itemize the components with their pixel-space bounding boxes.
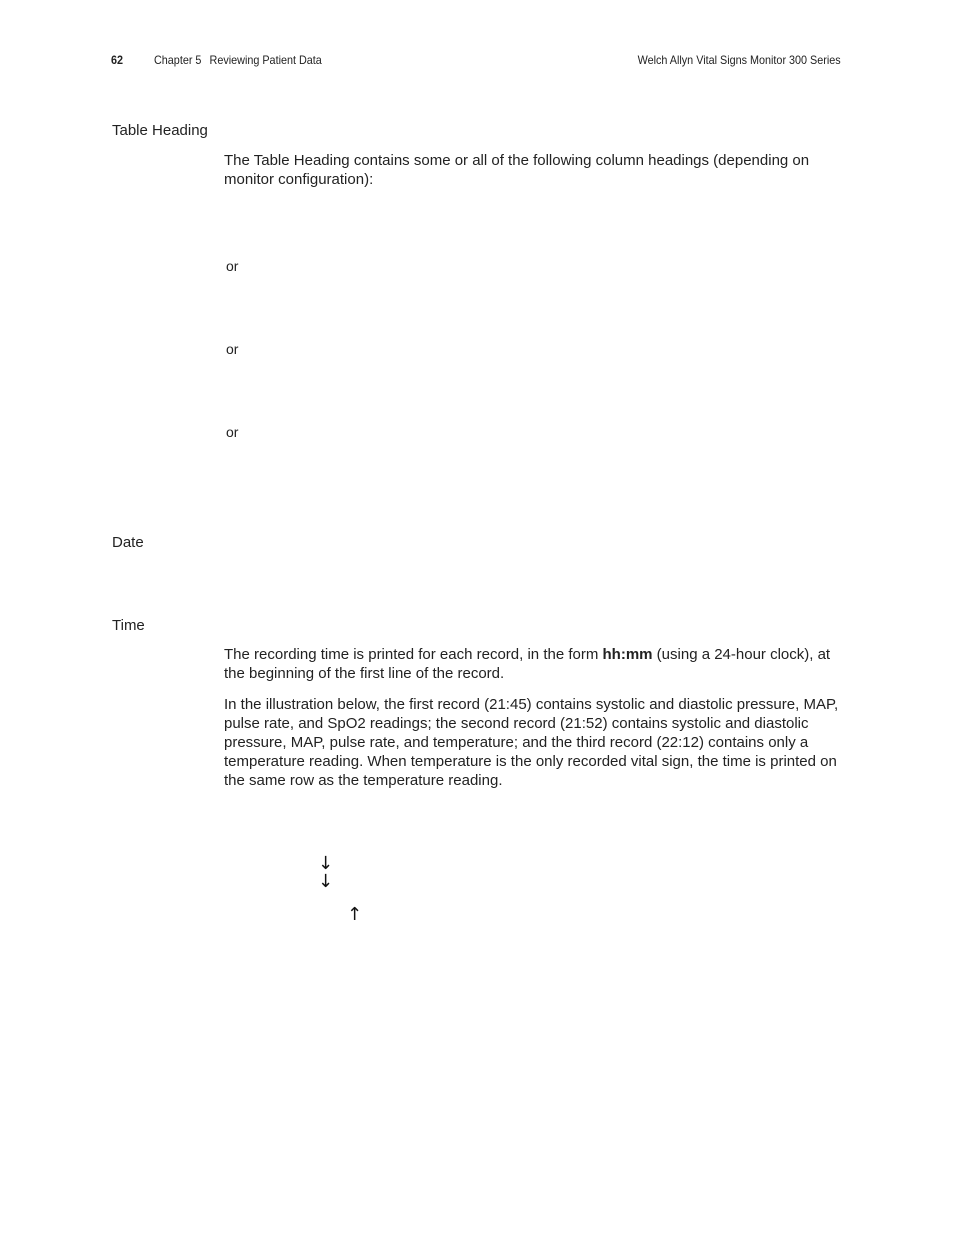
or-separator-3: or xyxy=(226,424,239,440)
arrow-down-icon: ↓ xyxy=(318,871,334,892)
document-title: Welch Allyn Vital Signs Monitor 300 Series xyxy=(637,53,841,67)
time-format-bold: hh:mm xyxy=(602,646,653,663)
page-number: 62 xyxy=(111,53,124,67)
chapter-header xyxy=(154,53,322,67)
time-p1-text-a: The recording time is printed for each record, in the form xyxy=(224,646,603,663)
or-separator-2: or xyxy=(226,341,239,357)
time-p1-text-b: (using a 24-hour clock), at the beginning of the first line of the record. xyxy=(224,646,831,682)
chapter-label: Chapter 5 xyxy=(154,53,202,67)
chapter-title: Reviewing Patient Data xyxy=(209,53,322,67)
time-paragraph-1 xyxy=(224,645,844,683)
table-heading-intro: The Table Heading contains some or all of the following column headings (depending on monitor configuration): xyxy=(224,152,810,188)
or-separator-1: or xyxy=(226,258,239,274)
arrow-down-icon: ↓ xyxy=(318,853,334,874)
section-heading-time: Time xyxy=(112,617,145,634)
section-heading-date: Date xyxy=(112,534,144,551)
time-paragraph-2: In the illustration below, the first record (21:45) contains systolic and diastolic pressure, MAP, pulse rate, and SpO2 readings; the second record (21:52) contains systolic and diastolic pressure, MAP, pulse rate, and temperature; and the third record (22:12) contains only a temperature reading. When temperature is the only recorded vital sign, the time is printed on the same row as the temperature reading. xyxy=(224,696,839,789)
arrow-up-icon: ↑ xyxy=(347,904,363,925)
section-heading-table-heading: Table Heading xyxy=(112,122,208,139)
